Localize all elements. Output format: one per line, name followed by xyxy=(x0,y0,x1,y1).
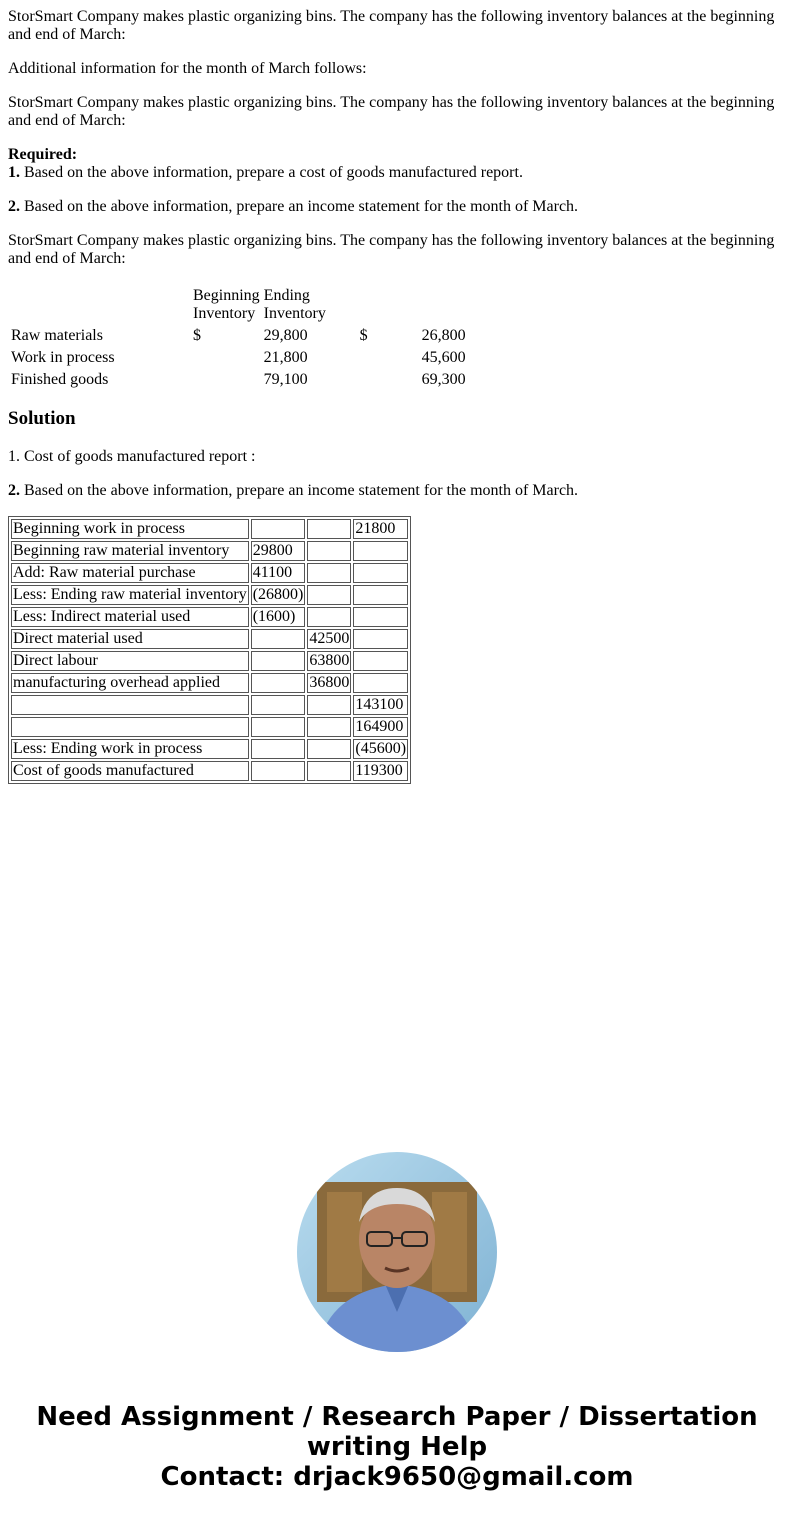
cogs-label-cell: Cost of goods manufactured xyxy=(11,761,249,781)
inventory-beginning: 21,800 xyxy=(263,349,308,366)
inventory-header-row xyxy=(10,286,467,324)
cogs-value-cell xyxy=(307,717,351,737)
cogs-value-cell: 164900 xyxy=(353,717,408,737)
required-1-number: 1. xyxy=(8,164,20,181)
inventory-label: Finished goods xyxy=(11,371,109,388)
inventory-label: Raw materials xyxy=(11,327,103,344)
cogs-value-cell xyxy=(353,563,408,583)
cogs-value-cell xyxy=(307,585,351,605)
cogs-row xyxy=(11,629,408,649)
cogs-value-cell xyxy=(251,717,306,737)
cogs-label-cell xyxy=(11,717,249,737)
solution-part-2-text: Based on the above information, prepare an income statement for the month of March. xyxy=(20,482,579,499)
footer-line-1: Need Assignment / Research Paper / Dissertation xyxy=(36,1402,758,1432)
cogs-label-cell: Direct material used xyxy=(11,629,249,649)
required-label: Required: xyxy=(8,146,78,163)
cogs-value-cell xyxy=(307,761,351,781)
inventory-header-blank xyxy=(10,286,190,324)
inventory-beginning: 29,800 xyxy=(263,327,308,344)
footer-line-3: Contact: drjack9650@gmail.com xyxy=(160,1462,634,1492)
inventory-dollar xyxy=(359,370,419,390)
cogs-value-cell xyxy=(307,519,351,539)
cogs-value-cell xyxy=(307,695,351,715)
cogs-value-cell xyxy=(251,739,306,759)
inventory-row xyxy=(10,326,467,346)
footer-banner xyxy=(0,1402,794,1492)
cogs-value-cell: (45600) xyxy=(355,740,407,757)
required-2-number: 2. xyxy=(8,198,20,215)
cogs-value-cell xyxy=(251,673,306,693)
cogs-value-cell xyxy=(251,695,306,715)
inventory-dollar: $ xyxy=(359,327,368,344)
intro-paragraph-2: Additional information for the month of March follows: xyxy=(8,60,367,77)
cogs-value-cell xyxy=(307,541,351,561)
cogs-value-cell: (26800) xyxy=(252,586,304,603)
cogs-label-cell: Add: Raw material purchase xyxy=(11,563,249,583)
solution-part-2 xyxy=(8,482,786,500)
required-1-text: Based on the above information, prepare a cost of goods manufactured report. xyxy=(20,164,523,181)
inventory-row xyxy=(10,370,467,390)
cogs-label-cell xyxy=(11,695,249,715)
inventory-ending: 26,800 xyxy=(421,327,466,344)
cogs-value-cell: 36800 xyxy=(309,674,350,691)
inventory-dollar xyxy=(192,370,261,390)
cogs-value-cell xyxy=(251,519,306,539)
solution-heading: Solution xyxy=(8,408,76,429)
required-block xyxy=(8,146,786,182)
cogs-value-cell: 143100 xyxy=(353,695,408,715)
cogs-value-cell: 29800 xyxy=(251,541,306,561)
cogs-value-cell: 63800 xyxy=(309,652,350,669)
cogs-row xyxy=(11,673,408,693)
cogs-row xyxy=(11,563,408,583)
cogs-value-cell: 119300 xyxy=(353,761,408,781)
cogs-value-cell xyxy=(353,651,408,671)
cogs-label-cell: Less: Ending work in process xyxy=(11,739,249,759)
cogs-row xyxy=(11,739,408,759)
cogs-row xyxy=(11,519,408,539)
cogs-value-cell: 41100 xyxy=(251,563,306,583)
cogs-row xyxy=(11,651,408,671)
inventory-label: Work in process xyxy=(11,349,115,366)
inventory-dollar xyxy=(192,348,261,368)
cogs-row xyxy=(11,585,408,605)
inventory-table xyxy=(8,284,469,392)
cogs-label-cell: Beginning raw material inventory xyxy=(11,541,249,561)
cogs-value-cell xyxy=(307,607,351,627)
cogs-value-cell xyxy=(353,541,408,561)
cogs-value-cell xyxy=(307,739,351,759)
inventory-ending: 69,300 xyxy=(421,371,466,388)
intro-paragraph-1: StorSmart Company makes plastic organizing bins. The company has the following inventory balances at the beginning and end of March: xyxy=(8,8,775,43)
solution-part-1: 1. Cost of goods manufactured report : xyxy=(8,448,256,465)
cogs-label-cell: Beginning work in process xyxy=(11,519,249,539)
cogs-row xyxy=(11,695,408,715)
cogs-label-cell: Less: Ending raw material inventory xyxy=(13,586,247,603)
cogs-value-cell xyxy=(353,585,408,605)
cogs-value-cell xyxy=(307,563,351,583)
cogs-table xyxy=(8,516,411,784)
cogs-row xyxy=(11,541,408,561)
solution-part-2-number: 2. xyxy=(8,482,20,499)
inventory-header-ending: Ending Inventory xyxy=(263,287,326,322)
cogs-row xyxy=(11,761,408,781)
inventory-dollar: $ xyxy=(193,327,201,344)
footer-line-2: writing Help xyxy=(306,1432,488,1462)
cogs-value-cell: 21800 xyxy=(353,519,408,539)
inventory-row xyxy=(10,348,467,368)
required-2-text: Based on the above information, prepare an income statement for the month of March. xyxy=(20,198,579,215)
required-2 xyxy=(8,198,786,216)
inventory-beginning: 79,100 xyxy=(263,371,308,388)
cogs-value-cell xyxy=(353,673,408,693)
cogs-label-cell: Less: Indirect material used xyxy=(11,607,249,627)
cogs-value-cell xyxy=(251,629,306,649)
cogs-row xyxy=(11,607,408,627)
cogs-value-cell xyxy=(353,629,408,649)
cogs-value-cell xyxy=(251,651,306,671)
author-photo-icon xyxy=(297,1152,497,1352)
intro-paragraph-3: StorSmart Company makes plastic organizing bins. The company has the following inventory balances at the beginning and end of March: xyxy=(8,94,775,129)
cogs-label-cell: manufacturing overhead applied xyxy=(11,673,249,693)
cogs-value-cell: (1600) xyxy=(251,607,306,627)
inventory-dollar xyxy=(359,348,419,368)
cogs-value-cell xyxy=(353,607,408,627)
inventory-header-beginning: Beginning Inventory xyxy=(193,287,260,322)
cogs-label-cell: Direct labour xyxy=(11,651,249,671)
cogs-table-body xyxy=(11,519,408,781)
cogs-value-cell: 42500 xyxy=(309,630,350,647)
cogs-row xyxy=(11,717,408,737)
author-avatar xyxy=(297,1152,497,1352)
cogs-value-cell xyxy=(251,761,306,781)
intro-paragraph-4: StorSmart Company makes plastic organizing bins. The company has the following inventory balances at the beginning and end of March: xyxy=(8,232,775,267)
inventory-ending: 45,600 xyxy=(421,349,466,366)
